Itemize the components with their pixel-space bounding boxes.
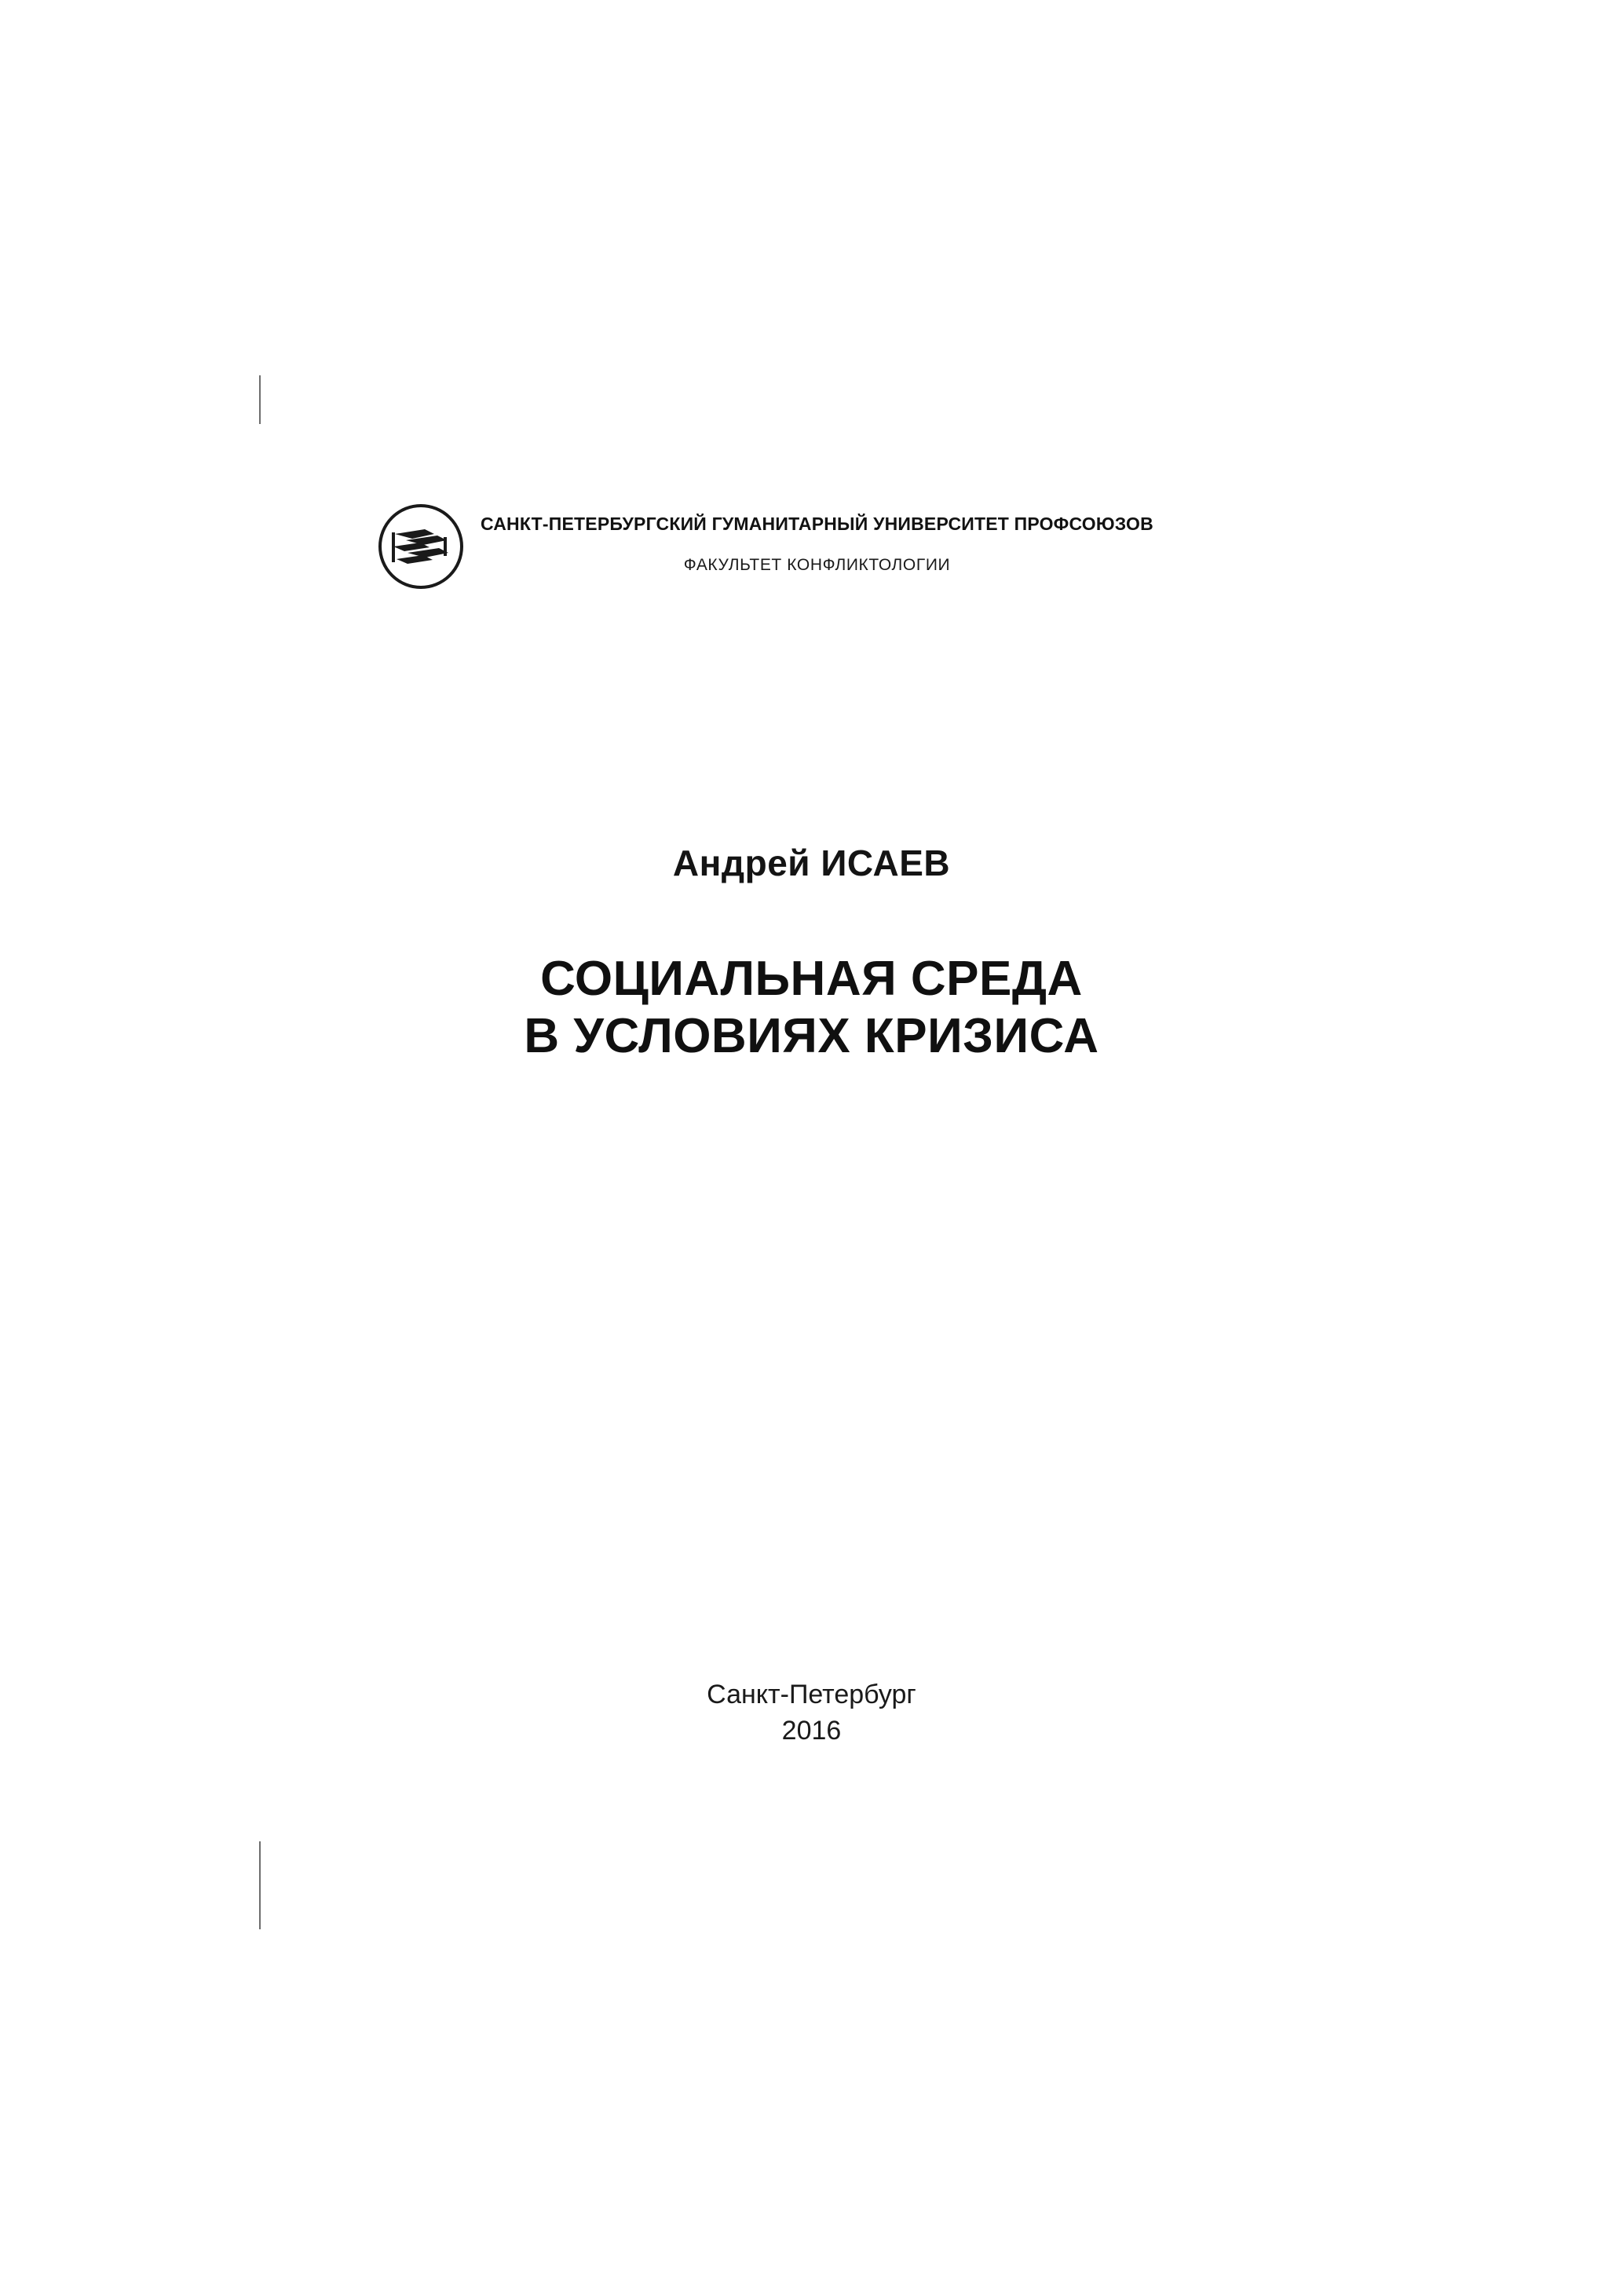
book-title: [0, 950, 1623, 1065]
crop-mark-top: [259, 375, 261, 424]
header-text: [481, 503, 1153, 575]
crop-mark-bottom: [259, 1841, 261, 1929]
author-name: Андрей ИСАЕВ: [672, 843, 951, 883]
page-header: [378, 503, 1153, 589]
book-title-line-2: В УСЛОВИЯХ КРИЗИСА: [524, 1009, 1099, 1064]
title-block: [0, 842, 1623, 1065]
university-name: САНКТ-ПЕТЕРБУРГСКИЙ ГУМАНИТАРНЫЙ УНИВЕРСИТЕТ ПРОФСОЮЗОВ: [481, 514, 1153, 534]
imprint-city: Санкт-Петербург: [707, 1680, 916, 1709]
imprint-year: 2016: [781, 1716, 842, 1746]
book-title-line-1: СОЦИАЛЬНАЯ СРЕДА: [540, 952, 1083, 1006]
imprint: [0, 1676, 1623, 1749]
emblem-glyph-icon: [389, 523, 453, 570]
university-emblem-icon: [378, 504, 463, 589]
faculty-name: ФАКУЛЬТЕТ КОНФЛИКТОЛОГИИ: [683, 555, 951, 574]
